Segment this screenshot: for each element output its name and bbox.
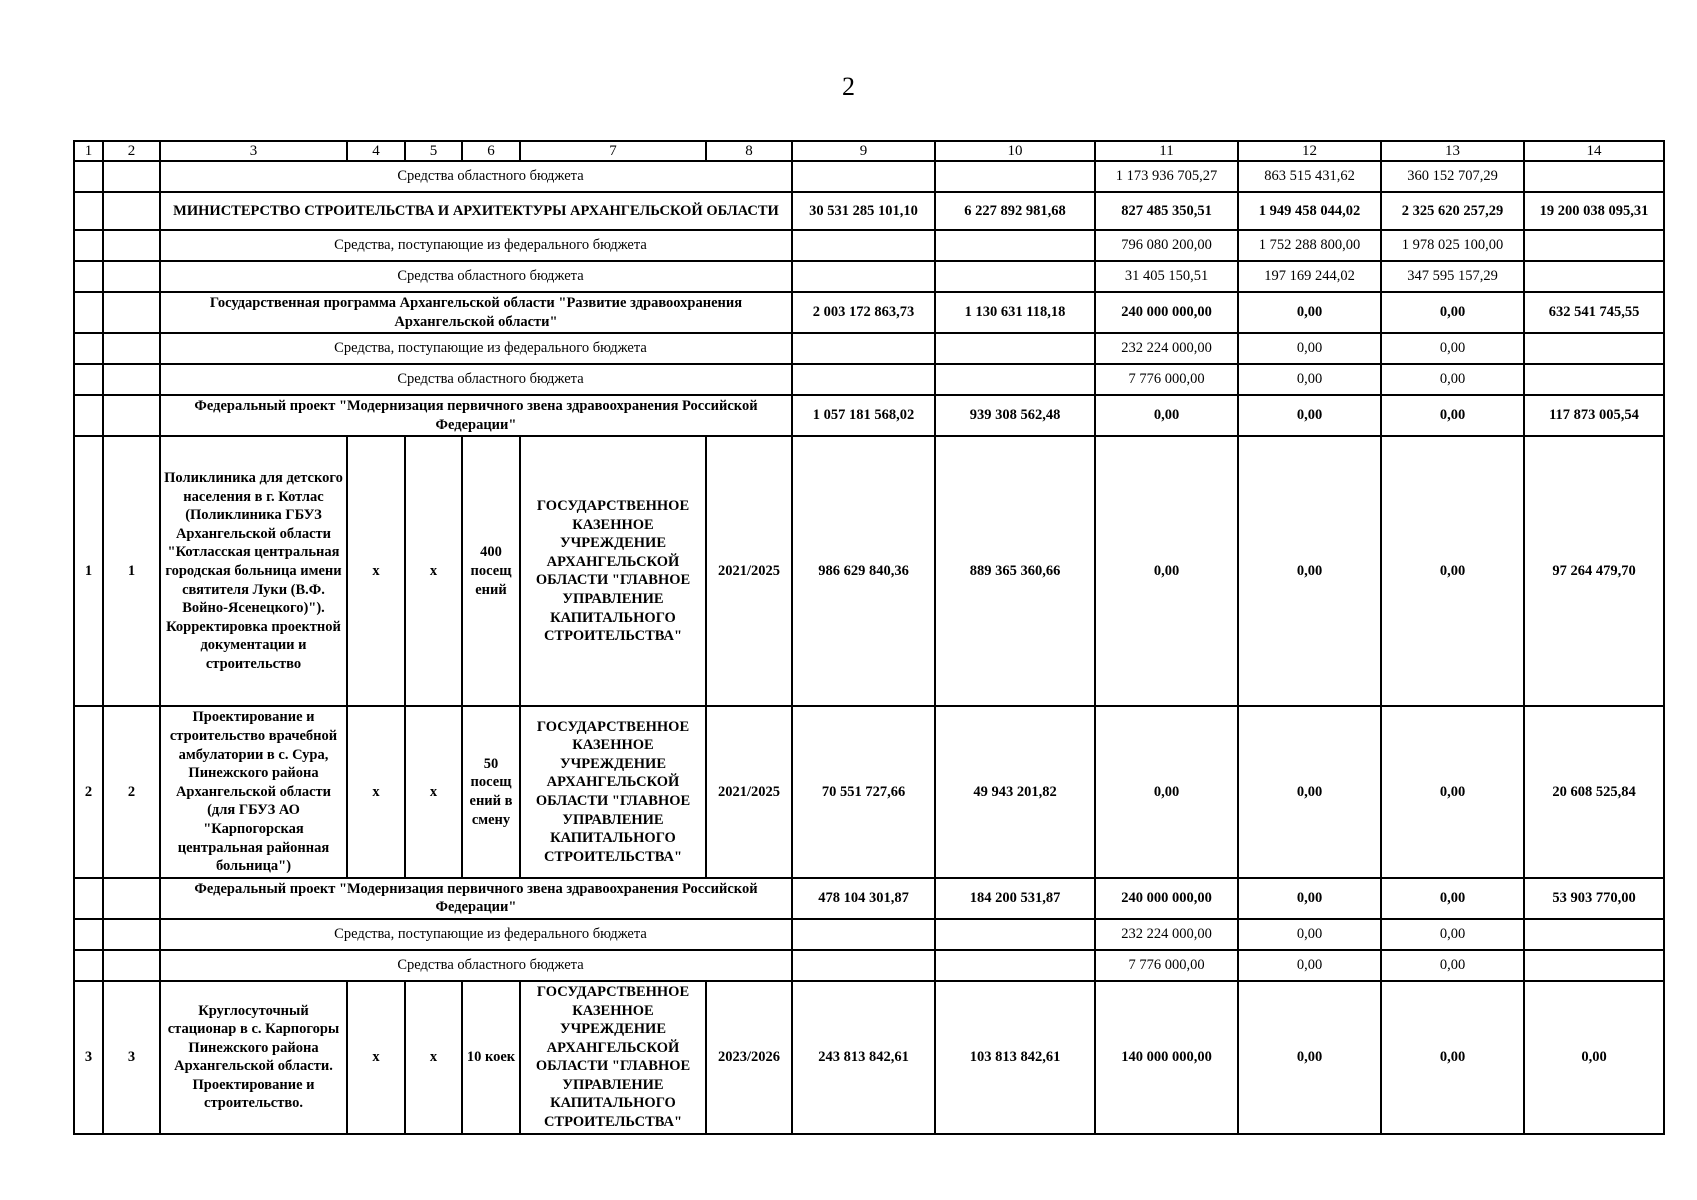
estimated-cost: 478 104 301,87	[792, 878, 935, 919]
year-3-amount: 2 325 620 257,29	[1381, 192, 1524, 230]
year-3-amount: 0,00	[1381, 981, 1524, 1134]
year-3-amount: 0,00	[1381, 919, 1524, 950]
estimated-cost: 1 057 181 568,02	[792, 395, 935, 436]
object-number	[103, 261, 160, 292]
funding-source-row	[74, 230, 1664, 261]
funding-source-label: Средства, поступающие из федерального бюджета	[160, 230, 792, 261]
year-3-amount: 0,00	[1381, 292, 1524, 333]
estimated-cost	[792, 950, 935, 981]
column-number: 11	[1095, 141, 1238, 161]
year-3-amount: 0,00	[1381, 436, 1524, 706]
row-number	[74, 161, 103, 192]
remaining-amount: 632 541 745,55	[1524, 292, 1664, 333]
column-number: 8	[706, 141, 792, 161]
year-2-amount: 1 949 458 044,02	[1238, 192, 1381, 230]
remaining-amount: 97 264 479,70	[1524, 436, 1664, 706]
object-number	[103, 292, 160, 333]
page-number: 2	[842, 72, 855, 101]
year-2-amount: 0,00	[1238, 436, 1381, 706]
year-2-amount: 0,00	[1238, 333, 1381, 364]
object-name: Круглосуточный стационар в с. Карпогоры Пинежского района Архангельской области. Проектирование и строительство.	[160, 981, 347, 1134]
section-row	[74, 878, 1664, 919]
column-number: 4	[347, 141, 405, 161]
funding-source-label: Средства областного бюджета	[160, 161, 792, 192]
customer: ГОСУДАРСТВЕННОЕ КАЗЕННОЕ УЧРЕЖДЕНИЕ АРХАНГЕЛЬСКОЙ ОБЛАСТИ "ГЛАВНОЕ УПРАВЛЕНИЕ КАПИТАЛЬНОГО СТРОИТЕЛЬСТВА"	[520, 706, 706, 877]
year-1-amount: 0,00	[1095, 436, 1238, 706]
funded-amount	[935, 161, 1095, 192]
estimated-cost: 986 629 840,36	[792, 436, 935, 706]
object-row	[74, 706, 1664, 877]
year-1-amount: 240 000 000,00	[1095, 878, 1238, 919]
year-1-amount: 7 776 000,00	[1095, 364, 1238, 395]
funded-amount	[935, 950, 1095, 981]
column-number: 1	[74, 141, 103, 161]
estimated-cost: 243 813 842,61	[792, 981, 935, 1134]
year-3-amount: 347 595 157,29	[1381, 261, 1524, 292]
funded-amount: 6 227 892 981,68	[935, 192, 1095, 230]
column-number: 3	[160, 141, 347, 161]
year-1-amount: 0,00	[1095, 706, 1238, 877]
column-number: 9	[792, 141, 935, 161]
funded-amount	[935, 919, 1095, 950]
remaining-amount	[1524, 919, 1664, 950]
estimated-cost: 30 531 285 101,10	[792, 192, 935, 230]
column-5-value: х	[405, 706, 462, 877]
remaining-amount	[1524, 230, 1664, 261]
row-number	[74, 192, 103, 230]
row-number	[74, 230, 103, 261]
object-number	[103, 919, 160, 950]
funded-amount: 939 308 562,48	[935, 395, 1095, 436]
funded-amount	[935, 230, 1095, 261]
funded-amount: 1 130 631 118,18	[935, 292, 1095, 333]
year-2-amount: 0,00	[1238, 292, 1381, 333]
remaining-amount: 117 873 005,54	[1524, 395, 1664, 436]
budget-table	[73, 140, 1665, 1135]
estimated-cost	[792, 919, 935, 950]
funding-source-label: Средства областного бюджета	[160, 261, 792, 292]
row-number	[74, 261, 103, 292]
capacity: 10 коек	[462, 981, 520, 1134]
column-number: 5	[405, 141, 462, 161]
column-5-value: х	[405, 436, 462, 706]
period: 2021/2025	[706, 436, 792, 706]
section-title: Государственная программа Архангельской области "Развитие здравоохранения Архангельской области"	[160, 292, 792, 333]
funding-source-row	[74, 950, 1664, 981]
customer: ГОСУДАРСТВЕННОЕ КАЗЕННОЕ УЧРЕЖДЕНИЕ АРХАНГЕЛЬСКОЙ ОБЛАСТИ "ГЛАВНОЕ УПРАВЛЕНИЕ КАПИТАЛЬНОГО СТРОИТЕЛЬСТВА"	[520, 436, 706, 706]
funding-source-row	[74, 261, 1664, 292]
funding-source-label: Средства областного бюджета	[160, 950, 792, 981]
capacity: 400 посещ ений	[462, 436, 520, 706]
year-2-amount: 0,00	[1238, 395, 1381, 436]
period: 2023/2026	[706, 981, 792, 1134]
row-number	[74, 364, 103, 395]
remaining-amount	[1524, 950, 1664, 981]
column-number: 6	[462, 141, 520, 161]
estimated-cost	[792, 261, 935, 292]
object-number	[103, 230, 160, 261]
funding-source-row	[74, 333, 1664, 364]
year-1-amount: 7 776 000,00	[1095, 950, 1238, 981]
object-row	[74, 981, 1664, 1134]
column-number: 14	[1524, 141, 1664, 161]
column-4-value: х	[347, 706, 405, 877]
estimated-cost	[792, 333, 935, 364]
year-1-amount: 796 080 200,00	[1095, 230, 1238, 261]
object-row	[74, 436, 1664, 706]
remaining-amount	[1524, 261, 1664, 292]
funded-amount	[935, 364, 1095, 395]
funded-amount: 49 943 201,82	[935, 706, 1095, 877]
year-2-amount: 1 752 288 800,00	[1238, 230, 1381, 261]
year-3-amount: 0,00	[1381, 333, 1524, 364]
year-2-amount: 0,00	[1238, 364, 1381, 395]
year-2-amount: 0,00	[1238, 981, 1381, 1134]
remaining-amount: 20 608 525,84	[1524, 706, 1664, 877]
row-number: 2	[74, 706, 103, 877]
row-number	[74, 919, 103, 950]
funded-amount	[935, 261, 1095, 292]
remaining-amount	[1524, 364, 1664, 395]
object-number: 3	[103, 981, 160, 1134]
year-1-amount: 140 000 000,00	[1095, 981, 1238, 1134]
funded-amount: 103 813 842,61	[935, 981, 1095, 1134]
year-3-amount: 1 978 025 100,00	[1381, 230, 1524, 261]
year-2-amount: 863 515 431,62	[1238, 161, 1381, 192]
table-body	[74, 141, 1664, 1134]
column-number: 2	[103, 141, 160, 161]
section-title: Федеральный проект "Модернизация первичного звена здравоохранения Российской Федерации"	[160, 395, 792, 436]
customer: ГОСУДАРСТВЕННОЕ КАЗЕННОЕ УЧРЕЖДЕНИЕ АРХАНГЕЛЬСКОЙ ОБЛАСТИ "ГЛАВНОЕ УПРАВЛЕНИЕ КАПИТАЛЬНОГО СТРОИТЕЛЬСТВА"	[520, 981, 706, 1134]
year-3-amount: 0,00	[1381, 706, 1524, 877]
row-number: 3	[74, 981, 103, 1134]
row-number	[74, 292, 103, 333]
estimated-cost	[792, 230, 935, 261]
column-5-value: х	[405, 981, 462, 1134]
estimated-cost	[792, 161, 935, 192]
column-number: 13	[1381, 141, 1524, 161]
year-1-amount: 1 173 936 705,27	[1095, 161, 1238, 192]
object-number	[103, 878, 160, 919]
column-number: 12	[1238, 141, 1381, 161]
object-number	[103, 395, 160, 436]
capacity: 50 посещ ений в смену	[462, 706, 520, 877]
remaining-amount	[1524, 161, 1664, 192]
funding-source-label: Средства, поступающие из федерального бюджета	[160, 333, 792, 364]
column-number: 7	[520, 141, 706, 161]
column-number-row	[74, 141, 1664, 161]
funded-amount: 184 200 531,87	[935, 878, 1095, 919]
estimated-cost: 2 003 172 863,73	[792, 292, 935, 333]
year-1-amount: 232 224 000,00	[1095, 919, 1238, 950]
remaining-amount: 19 200 038 095,31	[1524, 192, 1664, 230]
row-number	[74, 333, 103, 364]
year-3-amount: 0,00	[1381, 878, 1524, 919]
year-1-amount: 31 405 150,51	[1095, 261, 1238, 292]
year-1-amount: 232 224 000,00	[1095, 333, 1238, 364]
year-3-amount: 0,00	[1381, 395, 1524, 436]
section-title: МИНИСТЕРСТВО СТРОИТЕЛЬСТВА И АРХИТЕКТУРЫ АРХАНГЕЛЬСКОЙ ОБЛАСТИ	[160, 192, 792, 230]
object-number	[103, 364, 160, 395]
funding-source-row	[74, 161, 1664, 192]
section-row	[74, 395, 1664, 436]
year-2-amount: 0,00	[1238, 950, 1381, 981]
year-2-amount: 0,00	[1238, 706, 1381, 877]
year-3-amount: 0,00	[1381, 364, 1524, 395]
remaining-amount: 53 903 770,00	[1524, 878, 1664, 919]
year-1-amount: 0,00	[1095, 395, 1238, 436]
row-number	[74, 395, 103, 436]
object-number	[103, 161, 160, 192]
year-3-amount: 0,00	[1381, 950, 1524, 981]
object-number: 1	[103, 436, 160, 706]
row-number: 1	[74, 436, 103, 706]
year-1-amount: 240 000 000,00	[1095, 292, 1238, 333]
remaining-amount: 0,00	[1524, 981, 1664, 1134]
funded-amount: 889 365 360,66	[935, 436, 1095, 706]
year-2-amount: 0,00	[1238, 878, 1381, 919]
object-number	[103, 333, 160, 364]
funding-source-label: Средства, поступающие из федерального бюджета	[160, 919, 792, 950]
object-number: 2	[103, 706, 160, 877]
section-row	[74, 292, 1664, 333]
object-number	[103, 192, 160, 230]
estimated-cost	[792, 364, 935, 395]
year-2-amount: 197 169 244,02	[1238, 261, 1381, 292]
object-name: Поликлиника для детского населения в г. Котлас (Поликлиника ГБУЗ Архангельской области "Котласская центральная городская больница имени святителя Луки (В.Ф. Войно-Ясенецкого)"). Корректировка проектной документации и строительство	[160, 436, 347, 706]
row-number	[74, 950, 103, 981]
funded-amount	[935, 333, 1095, 364]
funding-source-label: Средства областного бюджета	[160, 364, 792, 395]
row-number	[74, 878, 103, 919]
year-1-amount: 827 485 350,51	[1095, 192, 1238, 230]
period: 2021/2025	[706, 706, 792, 877]
remaining-amount	[1524, 333, 1664, 364]
object-name: Проектирование и строительство врачебной амбулатории в с. Сура, Пинежского района Архангельской области (для ГБУЗ АО "Карпогорская центральная районная больница")	[160, 706, 347, 877]
funding-source-row	[74, 919, 1664, 950]
year-2-amount: 0,00	[1238, 919, 1381, 950]
estimated-cost: 70 551 727,66	[792, 706, 935, 877]
column-4-value: х	[347, 981, 405, 1134]
column-4-value: х	[347, 436, 405, 706]
section-title: Федеральный проект "Модернизация первичного звена здравоохранения Российской Федерации"	[160, 878, 792, 919]
year-3-amount: 360 152 707,29	[1381, 161, 1524, 192]
section-row	[74, 192, 1664, 230]
column-number: 10	[935, 141, 1095, 161]
funding-source-row	[74, 364, 1664, 395]
object-number	[103, 950, 160, 981]
